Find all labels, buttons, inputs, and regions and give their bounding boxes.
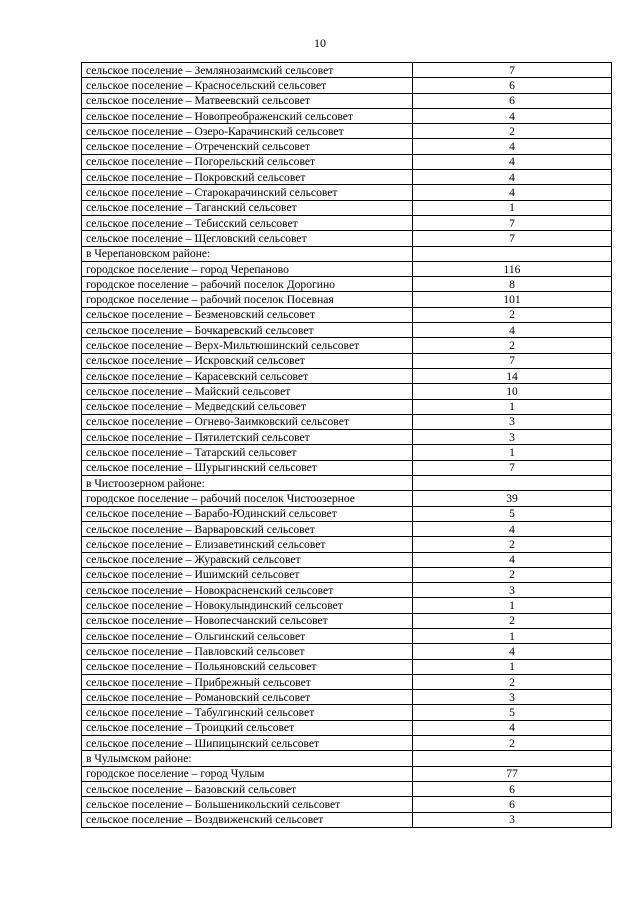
settlement-name-cell: сельское поселение – Воздвиженский сельсовет <box>82 812 413 827</box>
settlement-name-cell: сельское поселение – Погорельский сельсовет <box>82 154 413 169</box>
table-row <box>82 720 612 735</box>
table-row <box>82 185 612 200</box>
count-cell: 4 <box>413 139 612 154</box>
settlement-name-cell: городское поселение – рабочий поселок Чистоозерное <box>82 491 413 506</box>
count-cell: 4 <box>413 185 612 200</box>
table-row <box>82 154 612 169</box>
settlement-name-cell: сельское поселение – Новокулындинский сельсовет <box>82 598 413 613</box>
table-row <box>82 261 612 276</box>
count-cell <box>413 476 612 491</box>
count-cell: 6 <box>413 93 612 108</box>
settlement-name-cell: сельское поселение – Бочкаревский сельсовет <box>82 323 413 338</box>
settlement-name-cell: сельское поселение – Старокарачинский сельсовет <box>82 185 413 200</box>
settlement-name-cell: сельское поселение – Озеро-Карачинский сельсовет <box>82 124 413 139</box>
settlement-name-cell: городское поселение – город Черепаново <box>82 261 413 276</box>
settlement-name-cell: сельское поселение – Татарский сельсовет <box>82 445 413 460</box>
table-row <box>82 246 612 261</box>
count-cell: 2 <box>413 338 612 353</box>
settlement-name-cell: сельское поселение – Красносельский сельсовет <box>82 78 413 93</box>
settlement-name-cell: сельское поселение – Тебисский сельсовет <box>82 215 413 230</box>
table-row <box>82 797 612 812</box>
page-number: 10 <box>314 36 326 50</box>
count-cell: 5 <box>413 506 612 521</box>
settlement-name-cell: сельское поселение – Ишимский сельсовет <box>82 567 413 582</box>
table-row <box>82 766 612 781</box>
table-row <box>82 384 612 399</box>
count-cell: 4 <box>413 170 612 185</box>
table-row <box>82 613 612 628</box>
table-row <box>82 78 612 93</box>
count-cell: 3 <box>413 414 612 429</box>
count-cell: 2 <box>413 674 612 689</box>
count-cell <box>413 751 612 766</box>
count-cell: 3 <box>413 430 612 445</box>
count-cell: 7 <box>413 460 612 475</box>
table-row <box>82 736 612 751</box>
count-cell: 4 <box>413 154 612 169</box>
table-row <box>82 567 612 582</box>
table-body <box>82 63 612 828</box>
table-row <box>82 430 612 445</box>
settlement-name-cell: в Чистоозерном районе: <box>82 476 413 491</box>
table-row <box>82 506 612 521</box>
settlement-name-cell: сельское поселение – Романовский сельсовет <box>82 690 413 705</box>
count-cell: 5 <box>413 705 612 720</box>
settlement-name-cell: сельское поселение – Отреченский сельсовет <box>82 139 413 154</box>
count-cell: 3 <box>413 690 612 705</box>
table-row <box>82 338 612 353</box>
count-cell: 10 <box>413 384 612 399</box>
settlement-name-cell: сельское поселение – Польяновский сельсовет <box>82 659 413 674</box>
count-cell: 2 <box>413 124 612 139</box>
count-cell: 3 <box>413 583 612 598</box>
settlement-name-cell: сельское поселение – Павловский сельсовет <box>82 644 413 659</box>
settlement-name-cell: сельское поселение – Землянозаимский сельсовет <box>82 63 413 78</box>
table-row <box>82 307 612 322</box>
table-row <box>82 751 612 766</box>
table-row <box>82 659 612 674</box>
table-row <box>82 674 612 689</box>
settlement-name-cell: в Черепановском районе: <box>82 246 413 261</box>
count-cell: 2 <box>413 613 612 628</box>
table-row <box>82 414 612 429</box>
settlement-name-cell: сельское поселение – Щегловский сельсовет <box>82 231 413 246</box>
count-cell: 1 <box>413 628 612 643</box>
table-row <box>82 399 612 414</box>
count-cell: 7 <box>413 231 612 246</box>
settlement-name-cell: сельское поселение – Покровский сельсовет <box>82 170 413 185</box>
count-cell: 4 <box>413 720 612 735</box>
count-cell: 4 <box>413 323 612 338</box>
settlement-name-cell: сельское поселение – Искровский сельсовет <box>82 353 413 368</box>
table-row <box>82 200 612 215</box>
count-cell: 1 <box>413 659 612 674</box>
settlement-name-cell: сельское поселение – Базовский сельсовет <box>82 781 413 796</box>
settlement-name-cell: сельское поселение – Табулгинский сельсовет <box>82 705 413 720</box>
table-row <box>82 690 612 705</box>
table-row <box>82 368 612 383</box>
count-cell: 2 <box>413 567 612 582</box>
settlement-name-cell: городское поселение – рабочий поселок Дорогино <box>82 277 413 292</box>
count-cell: 4 <box>413 108 612 123</box>
count-cell <box>413 246 612 261</box>
count-cell: 116 <box>413 261 612 276</box>
settlement-name-cell: сельское поселение – Безменовский сельсовет <box>82 307 413 322</box>
count-cell: 4 <box>413 552 612 567</box>
table-row <box>82 491 612 506</box>
settlement-name-cell: сельское поселение – Медведский сельсовет <box>82 399 413 414</box>
settlement-name-cell: сельское поселение – Таганский сельсовет <box>82 200 413 215</box>
count-cell: 6 <box>413 797 612 812</box>
settlement-name-cell: сельское поселение – Прибрежный сельсовет <box>82 674 413 689</box>
table-row <box>82 108 612 123</box>
settlement-name-cell: в Чулымском районе: <box>82 751 413 766</box>
settlement-name-cell: сельское поселение – Шурыгинский сельсовет <box>82 460 413 475</box>
table-row <box>82 552 612 567</box>
settlement-name-cell: сельское поселение – Ольгинский сельсовет <box>82 628 413 643</box>
count-cell: 6 <box>413 781 612 796</box>
table-row <box>82 705 612 720</box>
count-cell: 1 <box>413 445 612 460</box>
table-row <box>82 292 612 307</box>
table-row <box>82 215 612 230</box>
table-row <box>82 124 612 139</box>
count-cell: 6 <box>413 78 612 93</box>
settlement-name-cell: сельское поселение – Журавский сельсовет <box>82 552 413 567</box>
settlement-name-cell: сельское поселение – Майский сельсовет <box>82 384 413 399</box>
settlement-name-cell: сельское поселение – Шипицынский сельсовет <box>82 736 413 751</box>
settlement-name-cell: сельское поселение – Новопреображенский сельсовет <box>82 108 413 123</box>
count-cell: 2 <box>413 736 612 751</box>
table-row <box>82 139 612 154</box>
table-row <box>82 598 612 613</box>
settlement-name-cell: городское поселение – рабочий поселок Посевная <box>82 292 413 307</box>
count-cell: 3 <box>413 812 612 827</box>
table-row <box>82 521 612 536</box>
settlement-name-cell: сельское поселение – Пятилетский сельсовет <box>82 430 413 445</box>
settlement-name-cell: сельское поселение – Верх-Мильтюшинский сельсовет <box>82 338 413 353</box>
count-cell: 4 <box>413 521 612 536</box>
table-row <box>82 277 612 292</box>
count-cell: 14 <box>413 368 612 383</box>
table-row <box>82 445 612 460</box>
municipality-table <box>81 62 612 828</box>
settlement-name-cell: сельское поселение – Троицкий сельсовет <box>82 720 413 735</box>
count-cell: 77 <box>413 766 612 781</box>
settlement-name-cell: сельское поселение – Варваровский сельсовет <box>82 521 413 536</box>
count-cell: 7 <box>413 63 612 78</box>
table-row <box>82 93 612 108</box>
table-row <box>82 476 612 491</box>
count-cell: 101 <box>413 292 612 307</box>
count-cell: 2 <box>413 537 612 552</box>
table-row <box>82 583 612 598</box>
settlement-name-cell: сельское поселение – Огнево-Заимковский сельсовет <box>82 414 413 429</box>
settlement-name-cell: сельское поселение – Новокрасненский сельсовет <box>82 583 413 598</box>
table-row <box>82 628 612 643</box>
table-row <box>82 460 612 475</box>
table-row <box>82 170 612 185</box>
count-cell: 7 <box>413 215 612 230</box>
table-row <box>82 781 612 796</box>
count-cell: 2 <box>413 307 612 322</box>
settlement-name-cell: сельское поселение – Карасевский сельсовет <box>82 368 413 383</box>
count-cell: 39 <box>413 491 612 506</box>
table-row <box>82 812 612 827</box>
table-row <box>82 231 612 246</box>
settlement-name-cell: сельское поселение – Елизаветинский сельсовет <box>82 537 413 552</box>
count-cell: 1 <box>413 598 612 613</box>
settlement-name-cell: сельское поселение – Матвеевский сельсовет <box>82 93 413 108</box>
table-row <box>82 537 612 552</box>
table-row <box>82 644 612 659</box>
table-row <box>82 63 612 78</box>
table-row <box>82 323 612 338</box>
settlement-name-cell: городское поселение – город Чулым <box>82 766 413 781</box>
count-cell: 4 <box>413 644 612 659</box>
count-cell: 7 <box>413 353 612 368</box>
count-cell: 1 <box>413 399 612 414</box>
settlement-name-cell: сельское поселение – Большеникольский сельсовет <box>82 797 413 812</box>
count-cell: 8 <box>413 277 612 292</box>
settlement-name-cell: сельское поселение – Барабо-Юдинский сельсовет <box>82 506 413 521</box>
table-row <box>82 353 612 368</box>
settlement-name-cell: сельское поселение – Новопесчанский сельсовет <box>82 613 413 628</box>
count-cell: 1 <box>413 200 612 215</box>
